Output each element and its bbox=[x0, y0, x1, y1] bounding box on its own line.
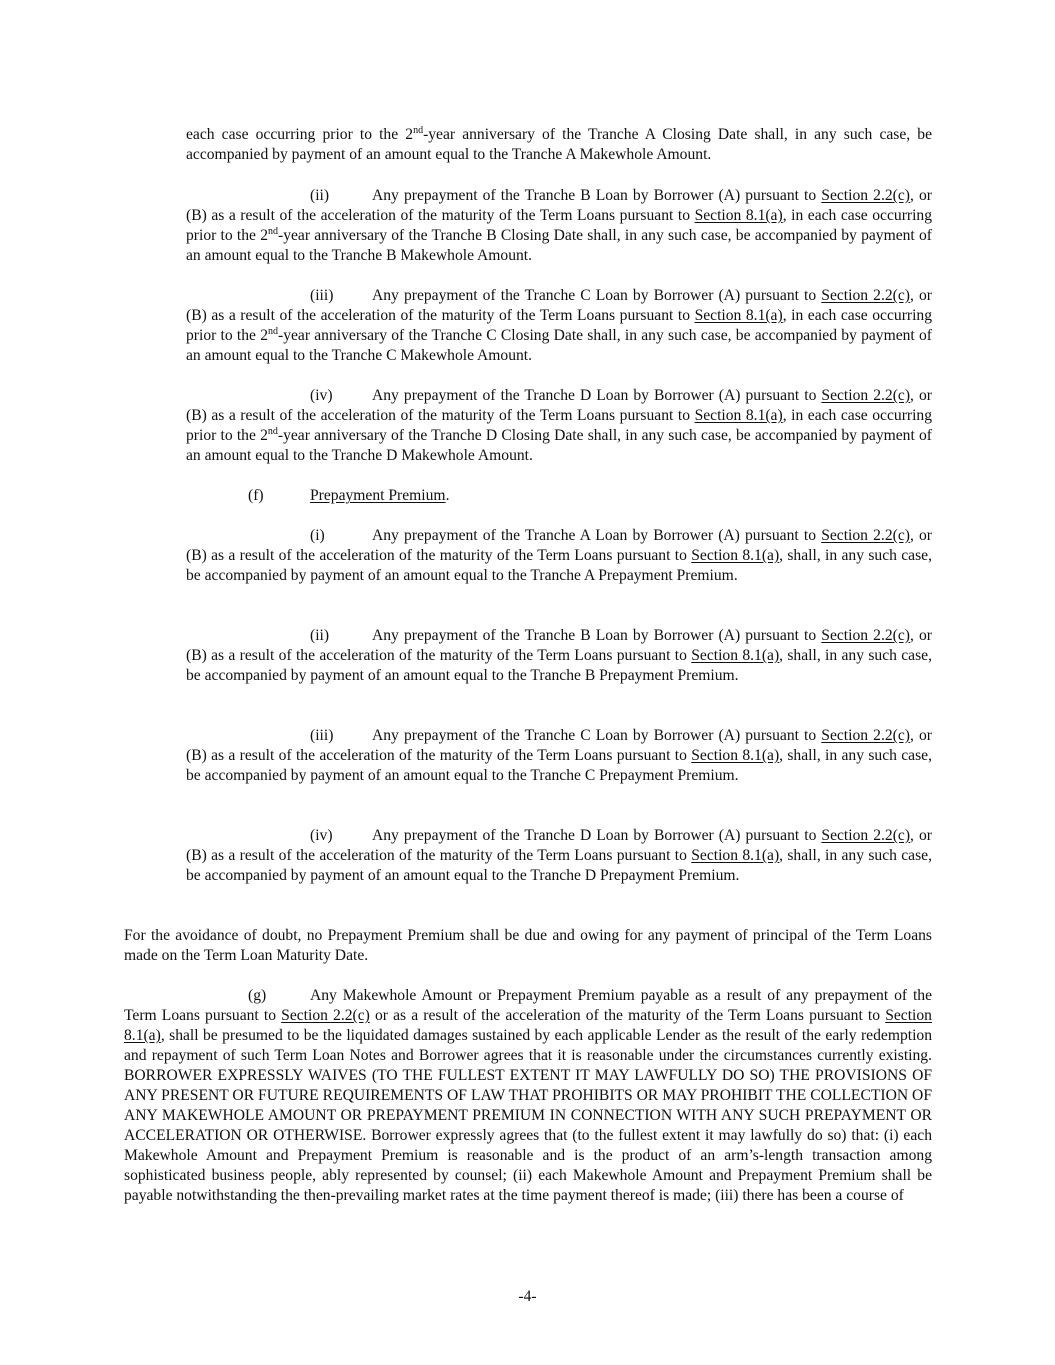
text: -year anniversary of the Tranche B Closing Date shall, in any such case, be accompanied by payment of an amount equal to the Tranche B Makewhole Amount. bbox=[186, 227, 932, 264]
paragraph-e-iv bbox=[186, 386, 932, 466]
paragraph-f-i bbox=[186, 526, 932, 586]
section-reference: Section 8.1(a) bbox=[691, 647, 780, 664]
waiver-text: BORROWER EXPRESSLY WAIVES (TO THE FULLEST EXTENT IT MAY LAWFULLY DO SO) THE PROVISIONS OF ANY PRESENT OR FUTURE REQUIREMENTS OF LAW THAT PROHIBITS OR MAY PROHIBIT THE COLLECTION OF ANY MAKEWHOLE AMOUNT OR PREPAYMENT PREMIUM IN CONNECTION WITH ANY SUCH PREPAYMENT OR ACCELERATION OR OTHERWISE. bbox=[124, 1067, 932, 1144]
text: Any Makewhole Amount or Prepayment Premium payable as a result of any prepayment of the Term Loans pursuant to bbox=[124, 987, 932, 1024]
paragraph-f-ii bbox=[186, 626, 932, 686]
superscript: nd bbox=[267, 425, 278, 437]
superscript: nd bbox=[268, 325, 278, 337]
item-number: (f) bbox=[248, 487, 264, 504]
item-number: (iii) bbox=[310, 287, 334, 304]
paragraph-avoidance-of-doubt bbox=[124, 926, 932, 966]
text: , shall, in any such case, be accompanied by payment of an amount equal to the Tranche D Prepayment Premium. bbox=[186, 847, 932, 884]
item-number: (g) bbox=[248, 987, 267, 1004]
text: , or (B) as a result of the acceleration of the maturity of the Term Loans pursuant to bbox=[186, 727, 932, 764]
text: . bbox=[445, 487, 450, 504]
item-number: (ii) bbox=[310, 187, 330, 204]
paragraph-f-iv bbox=[186, 826, 932, 886]
text: Any prepayment of the Tranche B Loan by Borrower (A) pursuant to bbox=[372, 187, 822, 204]
text: Any prepayment of the Tranche A Loan by Borrower (A) pursuant to bbox=[372, 527, 822, 544]
paragraph-e-iii bbox=[186, 286, 932, 366]
section-reference: Section 8.1(a) bbox=[691, 547, 780, 564]
text: , in each case occurring prior to the 2 bbox=[186, 207, 933, 244]
text: Any prepayment of the Tranche B Loan by Borrower (A) pursuant to bbox=[372, 627, 822, 644]
item-number: (ii) bbox=[310, 627, 330, 644]
paragraph-e-i-continuation bbox=[186, 125, 932, 165]
text: or as a result of the acceleration of the maturity of the Term Loans pursuant to bbox=[369, 1007, 886, 1024]
section-reference: Section 2.2(c) bbox=[821, 527, 910, 544]
section-reference: Section 2.2(c) bbox=[821, 627, 910, 644]
text: , in each case occurring prior to the 2 bbox=[186, 307, 933, 344]
heading-title: Prepayment Premium bbox=[310, 487, 446, 504]
section-reference: Section 8.1(a) bbox=[691, 847, 780, 864]
text: , shall, in any such case, be accompanied by payment of an amount equal to the Tranche B Prepayment Premium. bbox=[186, 647, 932, 684]
text: , or (B) as a result of the acceleration of the maturity of the Term Loans pursuant to bbox=[186, 527, 932, 564]
section-reference: Section 8.1(a) bbox=[691, 747, 780, 764]
section-reference: Section 8.1(a) bbox=[124, 1007, 932, 1044]
text: , or (B) as a result of the acceleration of the maturity of the Term Loans pursuant to bbox=[186, 187, 932, 224]
item-number: (iv) bbox=[310, 387, 333, 404]
text: , shall, in any such case, be accompanied by payment of an amount equal to the Tranche A Prepayment Premium. bbox=[186, 547, 932, 584]
paragraph-f-iii bbox=[186, 726, 932, 786]
text: -year anniversary of the Tranche D Closing Date shall, in any such case, be accompanied by payment of an amount equal to the Tranche D Makewhole Amount. bbox=[186, 427, 933, 464]
section-reference: Section 2.2(c) bbox=[281, 1007, 370, 1024]
superscript: nd bbox=[268, 225, 278, 237]
text: Borrower expressly agrees that (to the fullest extent it may lawfully do so) that: (i) each Makewhole Amount and Prepayment Premium is reasonable and is the product of an arm’s-length transaction among sophisticated business people, ably represented by counsel; (ii) each Makewhole Amount and Prepayment Premium shall be payable notwithstanding the then-prevailing market rates at the time payment thereof is made; (iii) there has been a course of bbox=[124, 1127, 932, 1204]
section-reference: Section 8.1(a) bbox=[694, 307, 783, 324]
page-number: -4- bbox=[518, 1288, 537, 1305]
item-number: (i) bbox=[310, 527, 325, 544]
text: Any prepayment of the Tranche D Loan by Borrower (A) pursuant to bbox=[372, 827, 822, 844]
paragraph-e-ii bbox=[186, 186, 932, 266]
text: , or (B) as a result of the acceleration of the maturity of the Term Loans pursuant to bbox=[186, 387, 932, 424]
text: -year anniversary of the Tranche C Closing Date shall, in any such case, be accompanied by payment of an amount equal to the Tranche C Makewhole Amount. bbox=[186, 327, 932, 364]
item-number: (iv) bbox=[310, 827, 333, 844]
text: Any prepayment of the Tranche C Loan by Borrower (A) pursuant to bbox=[372, 287, 822, 304]
text: Any prepayment of the Tranche C Loan by Borrower (A) pursuant to bbox=[372, 727, 822, 744]
text: , or (B) as a result of the acceleration of the maturity of the Term Loans pursuant to bbox=[186, 287, 932, 324]
text: Any prepayment of the Tranche D Loan by Borrower (A) pursuant to bbox=[372, 387, 822, 404]
text: , in each case occurring prior to the 2 bbox=[186, 407, 933, 444]
text: , shall, in any such case, be accompanied by payment of an amount equal to the Tranche C Prepayment Premium. bbox=[186, 747, 932, 784]
paragraph-g bbox=[124, 986, 932, 1206]
text: For the avoidance of doubt, no Prepayment Premium shall be due and owing for any payment of principal of the Term Loans made on the Term Loan Maturity Date. bbox=[124, 927, 932, 964]
text: , shall be presumed to be the liquidated damages sustained by each applicable Lender as the result of the early redemption and repayment of such Term Loan Notes and Borrower agrees that it is reasonable under the circumstances currently existing. bbox=[124, 1027, 932, 1064]
text: each case occurring prior to the 2 bbox=[186, 126, 414, 143]
section-reference: Section 2.2(c) bbox=[821, 287, 910, 304]
section-reference: Section 2.2(c) bbox=[821, 187, 910, 204]
section-reference: Section 2.2(c) bbox=[821, 727, 910, 744]
text: , or (B) as a result of the acceleration of the maturity of the Term Loans pursuant to bbox=[186, 827, 932, 864]
section-reference: Section 2.2(c) bbox=[821, 827, 911, 844]
item-number: (iii) bbox=[310, 727, 334, 744]
section-heading-f bbox=[248, 486, 449, 506]
superscript: nd bbox=[413, 124, 424, 136]
section-reference: Section 8.1(a) bbox=[694, 407, 783, 424]
section-reference: Section 2.2(c) bbox=[821, 387, 911, 404]
text: -year anniversary of the Tranche A Closing Date shall, in any such case, be accompanied by payment of an amount equal to the Tranche A Makewhole Amount. bbox=[186, 126, 932, 163]
text: , or (B) as a result of the acceleration of the maturity of the Term Loans pursuant to bbox=[186, 627, 932, 664]
section-reference: Section 8.1(a) bbox=[694, 207, 783, 224]
